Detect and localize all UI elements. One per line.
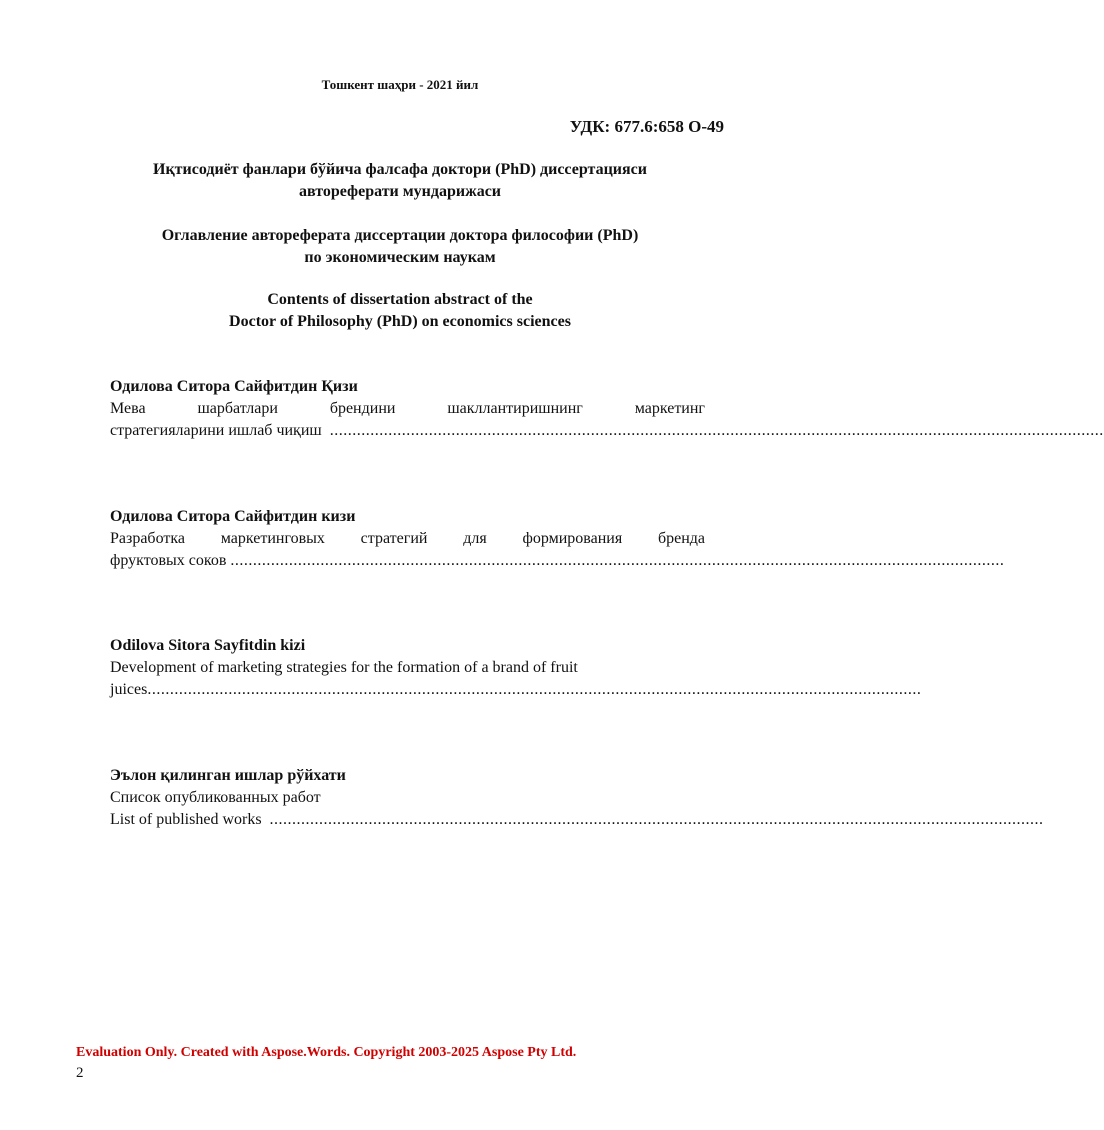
heading-english-line-1: Contents of dissertation abstract of the (267, 291, 533, 308)
toc-entry-title-text: List of published works (110, 811, 262, 828)
toc-entry-author: Эълон қилинган ишлар рўйхати (110, 767, 346, 784)
toc-entry-author: Одилова Ситора Сайфитдин Қизи (110, 378, 358, 395)
toc-entry-english (110, 635, 922, 701)
toc-entry-title-text: стратегияларини ишлаб чиқиш (110, 422, 322, 439)
toc-entry-publications (110, 765, 1044, 831)
toc-leader-dots: ............................................................................................................................................................................ (230, 552, 1005, 569)
heading-uzbek-line-2: автореферати мундарижаси (298, 183, 502, 200)
toc-entry-title-text: Разработка маркетинговых стратегий для формирования бренда (110, 530, 705, 547)
heading-russian-line-1: Оглавление автореферата диссертации доктора философии (PhD) (161, 227, 639, 244)
heading-english-line-2: Doctor of Philosophy (PhD) on economics sciences (229, 313, 571, 330)
toc-entry-title-line-2 (110, 679, 922, 701)
toc-entry-title-text: Мева шарбатлари брендини шакллантиришнинг маркетинг (110, 400, 705, 417)
toc-entry-title-line-1 (110, 657, 705, 679)
toc-entry-title-line-1 (110, 398, 705, 420)
toc-entry-title-line-1 (110, 787, 705, 809)
toc-entry-russian (110, 506, 1005, 572)
toc-leader-dots: ............................................................................................................................................................................ (269, 811, 1044, 828)
toc-leader-dots: ............................................................................................................................................................................ (147, 681, 922, 698)
toc-entry-uzbek (110, 376, 1104, 442)
toc-entry-title-line-2 (110, 550, 1005, 572)
toc-entry-title-text: Список опубликованных работ (110, 789, 321, 806)
heading-uzbek (90, 159, 710, 203)
toc-entry-title-text: фруктовых соков (110, 552, 227, 569)
city-year: Тошкент шаҳри - 2021 йил (321, 77, 479, 92)
toc-entry-author: Odilova Sitora Sayfitdin kizi (110, 637, 306, 654)
toc-entry-title-text: Development of marketing strategies for the formation of a brand of fruit (110, 659, 578, 676)
toc-entry-author: Одилова Ситора Сайфитдин кизи (110, 508, 356, 525)
toc-entry-title-line-1 (110, 528, 705, 550)
heading-russian-line-2: по экономическим наукам (304, 249, 496, 266)
toc-entry-title-text: juices (110, 681, 148, 698)
heading-russian (90, 225, 710, 269)
heading-english (90, 289, 710, 333)
udk-code: УДК: 677.6:658 О-49 (569, 117, 724, 136)
toc-entry-title-line-2 (110, 420, 1104, 442)
heading-uzbek-line-1: Иқтисодиёт фанлари бўйича фалсафа доктори (PhD) диссертацияси (153, 161, 647, 178)
toc-leader-dots: ............................................................................................................................................................................ (329, 422, 1104, 439)
toc-entry-title-line-2 (110, 809, 1044, 831)
evaluation-watermark: Evaluation Only. Created with Aspose.Words. Copyright 2003-2025 Aspose Pty Ltd. (76, 1045, 577, 1060)
page-number: 2 (76, 1065, 84, 1081)
